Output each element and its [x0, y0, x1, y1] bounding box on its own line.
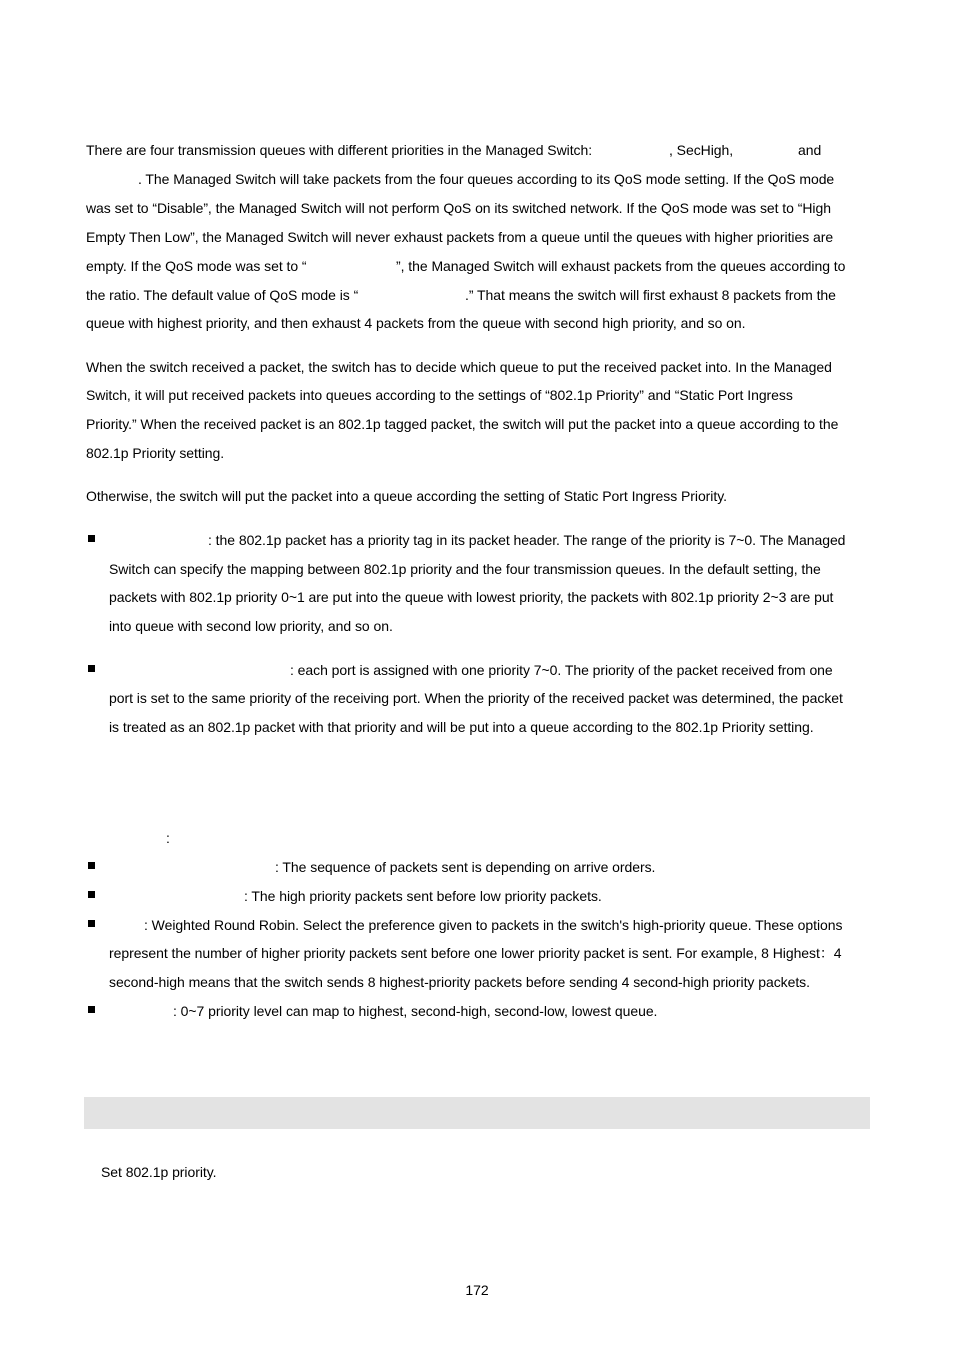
intro-line-1b: , SecHigh, [669, 142, 734, 158]
mode-item-2: : The high priority packets sent before low priority packets. [244, 888, 602, 904]
bullet2-line-3: is treated as an 802.1p packet with that priority and will be put into a queue according to the 802.1p Priority setting. [109, 719, 814, 735]
bullet1-line-4: into queue with second low priority, and so on. [109, 618, 393, 634]
para2-line-1: When the switch received a packet, the switch has to decide which queue to put the received packet into. In the Managed [86, 359, 832, 375]
intro-line-5a: empty. If the QoS mode was set to “ [86, 258, 307, 274]
bullet-marker [88, 665, 95, 672]
section-header-bar [84, 1097, 870, 1129]
bullet1-line-1: : the 802.1p packet has a priority tag in its packet header. The range of the priority is 7~0. The Managed [208, 532, 846, 548]
section-description: Set 802.1p priority. [101, 1164, 217, 1180]
intro-line-6a: the ratio. The default value of QoS mode is “ [86, 287, 359, 303]
para3-line-1: Otherwise, the switch will put the packet into a queue according the setting of Static Port Ingress Priority. [86, 488, 727, 504]
bullet-marker [88, 891, 95, 898]
para2-line-2: Switch, it will put received packets into queues according to the settings of “802.1p Priority” and “Static Port Ingress [86, 387, 793, 403]
intro-line-2: . The Managed Switch will take packets from the four queues according to its QoS mode setting. If the QoS mode [138, 171, 835, 187]
intro-line-1c: and [798, 142, 822, 158]
bullet-marker [88, 1006, 95, 1013]
page-number: 172 [465, 1282, 489, 1298]
mode-item-3-line-2: represent the number of higher priority packets sent before one lower priority packet is sent. For example, 8 Highest：4 [109, 945, 842, 961]
mode-item-1: : The sequence of packets sent is depending on arrive orders. [275, 859, 656, 875]
intro-line-4: Empty Then Low”, the Managed Switch will never exhaust packets from a queue until the queues with higher priorities are [86, 229, 834, 245]
para2-line-4: 802.1p Priority setting. [86, 445, 225, 461]
intro-line-7: queue with highest priority, and then exhaust 4 packets from the queue with second high priority, and so on. [86, 315, 746, 331]
bullet-marker [88, 862, 95, 869]
intro-line-3: was set to “Disable”, the Managed Switch will not perform QoS on its switched network. If the QoS mode was set to “High [86, 200, 831, 216]
bullet-marker [88, 535, 95, 542]
mode-item-3-line-3: second-high means that the switch sends 8 highest-priority packets before sending 4 second-high priority packets. [109, 974, 810, 990]
bullet1-line-3: packets with 802.1p priority 0~1 are put into the queue with lowest priority, the packets with 802.1p priority 2~3 are put [109, 589, 834, 605]
intro-line-5b: ”, the Managed Switch will exhaust packets from the queues according to [396, 258, 846, 274]
mode-item-4: : 0~7 priority level can map to highest, second-high, second-low, lowest queue. [173, 1003, 658, 1019]
bullet2-line-2: port is set to the same priority of the receiving port. When the priority of the received packet was determined, the packet [109, 690, 843, 706]
mode-item-3-line-1: : Weighted Round Robin. Select the preference given to packets in the switch's high-priority queue. These options [144, 917, 843, 933]
bullet2-line-1: : each port is assigned with one priority 7~0. The priority of the packet received from one [290, 662, 833, 678]
intro-line-1a: There are four transmission queues with different priorities in the Managed Switch: [86, 142, 593, 158]
bullet-marker [88, 920, 95, 927]
bullet1-line-2: Switch can specify the mapping between 802.1p priority and the four transmission queues. In the default setting, the [109, 561, 821, 577]
intro-line-6b: .” That means the switch will first exhaust 8 packets from the [465, 287, 836, 303]
para2-line-3: Priority.” When the received packet is an 802.1p tagged packet, the switch will put the packet into a queue according to the [86, 416, 839, 432]
modes-colon: : [166, 830, 170, 846]
